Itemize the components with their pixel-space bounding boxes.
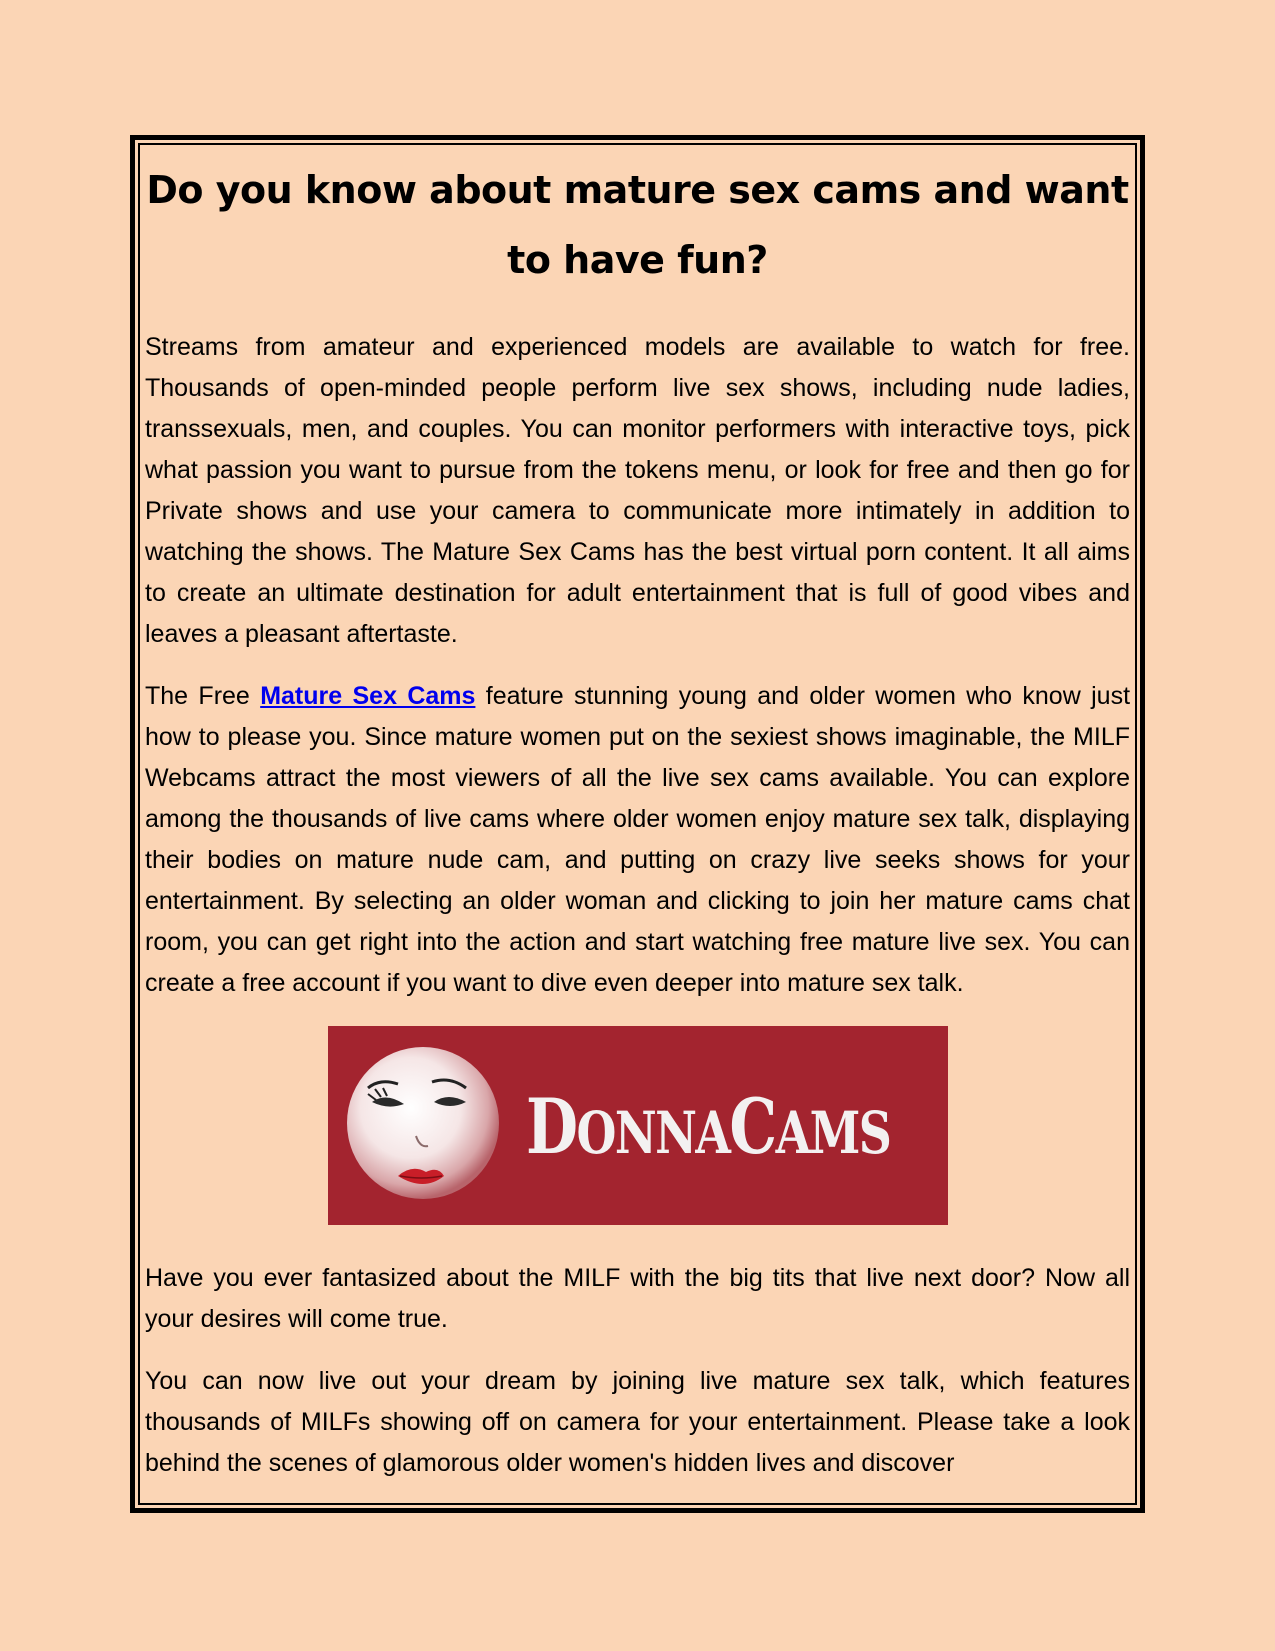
page-border-inner: [138, 143, 1137, 1505]
article-content: [145, 155, 1130, 1505]
logo-letter-d: D: [525, 1082, 576, 1171]
donnacams-logo-text: [526, 1084, 890, 1176]
paragraph-2: [145, 676, 1130, 1004]
paragraph-3: Have you ever fantasized about the MILF with the big tits that live next door? Now all your desires will come true.: [145, 1264, 1130, 1333]
paragraph-2-body: feature stunning young and older women who know just how to please you. Since mature women put on the sexiest shows imaginable, the MILF Webcams attract the most viewers of all the live sex cams available. You can explore among the thousands of live cams where older women enjoy mature sex talk, displaying their bodies on mature nude cam, and putting on crazy live seeks shows for your entertainment. By selecting an older woman and clicking to join her mature cams chat room, you can get right into the action and start watching free mature live sex. You can create a free account if you want to dive even deeper into mature sex talk.: [145, 682, 1131, 997]
woman-face-logo-icon: [328, 1026, 528, 1225]
article-title: [145, 155, 1130, 295]
title-line-1: Do you know about mature sex cams and want: [146, 168, 1129, 212]
logo-letter-c: C: [728, 1082, 776, 1171]
logo-letters-ams: AMS: [775, 1099, 890, 1167]
mature-sex-cams-link[interactable]: Mature Sex Cams: [260, 682, 476, 710]
logo-letters-onna: ONNA: [575, 1099, 729, 1167]
paragraph-2-intro: The Free: [145, 682, 261, 710]
donnacams-banner[interactable]: [328, 1026, 948, 1225]
title-line-2: to have fun?: [507, 238, 768, 282]
paragraph-1: Streams from amateur and experienced models are available to watch for free. Thousands of open-minded people perform live sex shows, including nude ladies, transsexuals, men, and couples. You can monitor performers with interactive toys, pick what passion you want to pursue from the tokens menu, or look for free and then go for Private shows and use your camera to communicate more intimately in addition to watching the shows. The Mature Sex Cams has the best virtual porn content. It all aims to create an ultimate destination for adult entertainment that is full of good vibes and leaves a pleasant aftertaste.: [145, 333, 1130, 648]
page-border: [130, 135, 1145, 1513]
paragraph-4: You can now live out your dream by joining live mature sex talk, which features thousands of MILFs showing off on camera for your entertainment. Please take a look behind the scenes of glamorous older women's hidden lives and discover: [145, 1367, 1130, 1477]
